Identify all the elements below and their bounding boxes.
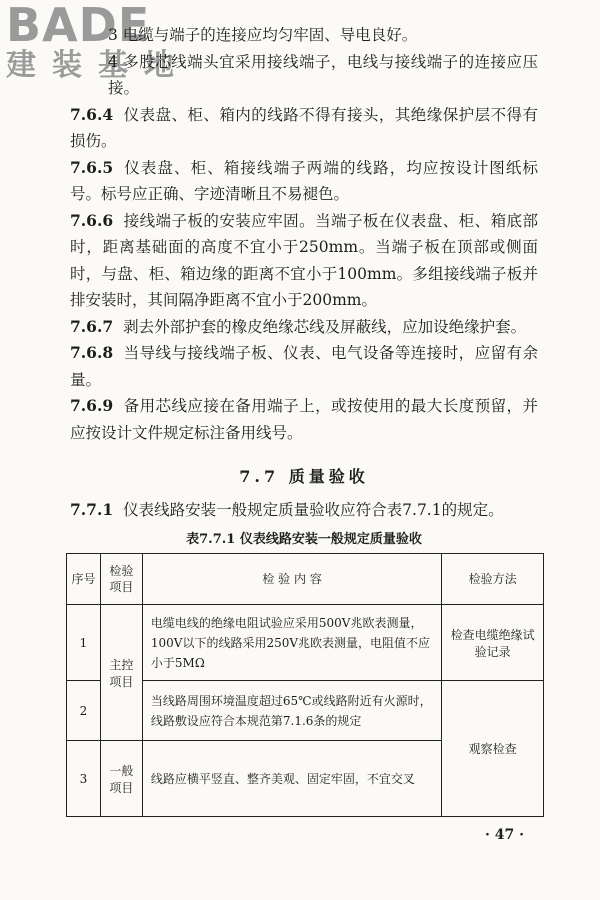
method-observe: 观察检查 bbox=[442, 681, 544, 817]
table-caption: 表7.7.1 仪表线路安装一般规定质量验收 bbox=[186, 531, 422, 547]
clause-7-6-7 bbox=[70, 314, 538, 341]
clause-7-6-4 bbox=[70, 102, 538, 155]
clause-number: 7.6.7 bbox=[70, 316, 114, 336]
clause-number: 7.6.4 bbox=[70, 104, 114, 124]
document-body bbox=[70, 22, 538, 553]
clause-text: 当导线与接线端子板、仪表、电气设备等连接时，应留有余量。 bbox=[70, 344, 538, 389]
header-method: 检验方法 bbox=[442, 554, 544, 605]
logo-sub-text: 建装基地 bbox=[6, 48, 190, 83]
clause-7-6-8 bbox=[70, 340, 538, 393]
item-main-control: 主控项目 bbox=[100, 605, 142, 741]
table-row bbox=[67, 605, 544, 681]
header-item: 检验项目 bbox=[100, 554, 142, 605]
row-content: 线路应横平竖直、整齐美观、固定牢固，不宜交叉 bbox=[142, 741, 441, 817]
item-general: 一般项目 bbox=[100, 741, 142, 817]
clause-7-6-6 bbox=[70, 208, 538, 314]
paragraph-item-4: 4 多股芯线端头宜采用接线端子，电线与接线端子的连接应压接。 bbox=[108, 52, 538, 97]
table-header-row bbox=[67, 554, 544, 605]
row-no: 1 bbox=[67, 605, 101, 681]
quality-acceptance-table bbox=[66, 553, 544, 817]
clause-number: 7.6.8 bbox=[70, 343, 114, 362]
clause-number: 7.6.5 bbox=[70, 157, 114, 177]
logo-main-text: BADE bbox=[6, 0, 151, 52]
page-number: · 47 · bbox=[485, 827, 524, 843]
paragraph-item-3: 3 电缆与端子的连接应均匀牢固、导电良好。 bbox=[108, 26, 418, 44]
clause-7-7-1 bbox=[70, 497, 538, 524]
header-no: 序号 bbox=[67, 554, 101, 605]
section-title: 7.7 质量验收 bbox=[239, 467, 369, 486]
clause-text: 备用芯线应接在备用端子上，或按使用的最大长度预留，并应按设计文件规定标注备用线号。 bbox=[70, 397, 538, 442]
clause-text: 接线端子板的安装应牢固。当端子板在仪表盘、柜、箱底部时，距离基础面的高度不宜小于250mm。当端子板在顶部或侧面时，与盘、柜、箱边缘的距离不宜小于100mm。多组接线端子板并排安装时，其间隔净距离不宜小于200mm。 bbox=[70, 211, 538, 309]
method-cable-test: 检查电缆绝缘试验记录 bbox=[442, 605, 544, 681]
clause-text: 仪表线路安装一般规定质量验收应符合表7.7.1的规定。 bbox=[123, 501, 504, 519]
clause-number: 7.6.9 bbox=[70, 396, 114, 415]
clause-text: 仪表盘、柜、箱接线端子两端的线路，均应按设计图纸标号。标号应正确、字迹清晰且不易褪色。 bbox=[70, 158, 538, 203]
row-no: 2 bbox=[67, 681, 101, 741]
clause-number: 7.6.6 bbox=[70, 210, 114, 230]
clause-7-6-9 bbox=[70, 393, 538, 446]
row-content: 电缆电线的绝缘电阻试验应采用500V兆欧表测量，100V以下的线路采用250V兆欧表测量，电阻值不应小于5MΩ bbox=[142, 605, 441, 681]
header-content: 检 验 内 容 bbox=[142, 554, 441, 605]
clause-text: 仪表盘、柜、箱内的线路不得有接头，其绝缘保护层不得有损伤。 bbox=[70, 105, 538, 150]
clause-7-6-5 bbox=[70, 155, 538, 208]
clause-text: 剥去外部护套的橡皮绝缘芯线及屏蔽线，应加设绝缘护套。 bbox=[123, 317, 527, 336]
row-no: 3 bbox=[67, 741, 101, 817]
clause-number: 7.7.1 bbox=[70, 500, 114, 519]
row-content: 当线路周围环境温度超过65℃或线路附近有火源时，线路敷设应符合本规范第7.1.6条的规定 bbox=[142, 681, 441, 741]
